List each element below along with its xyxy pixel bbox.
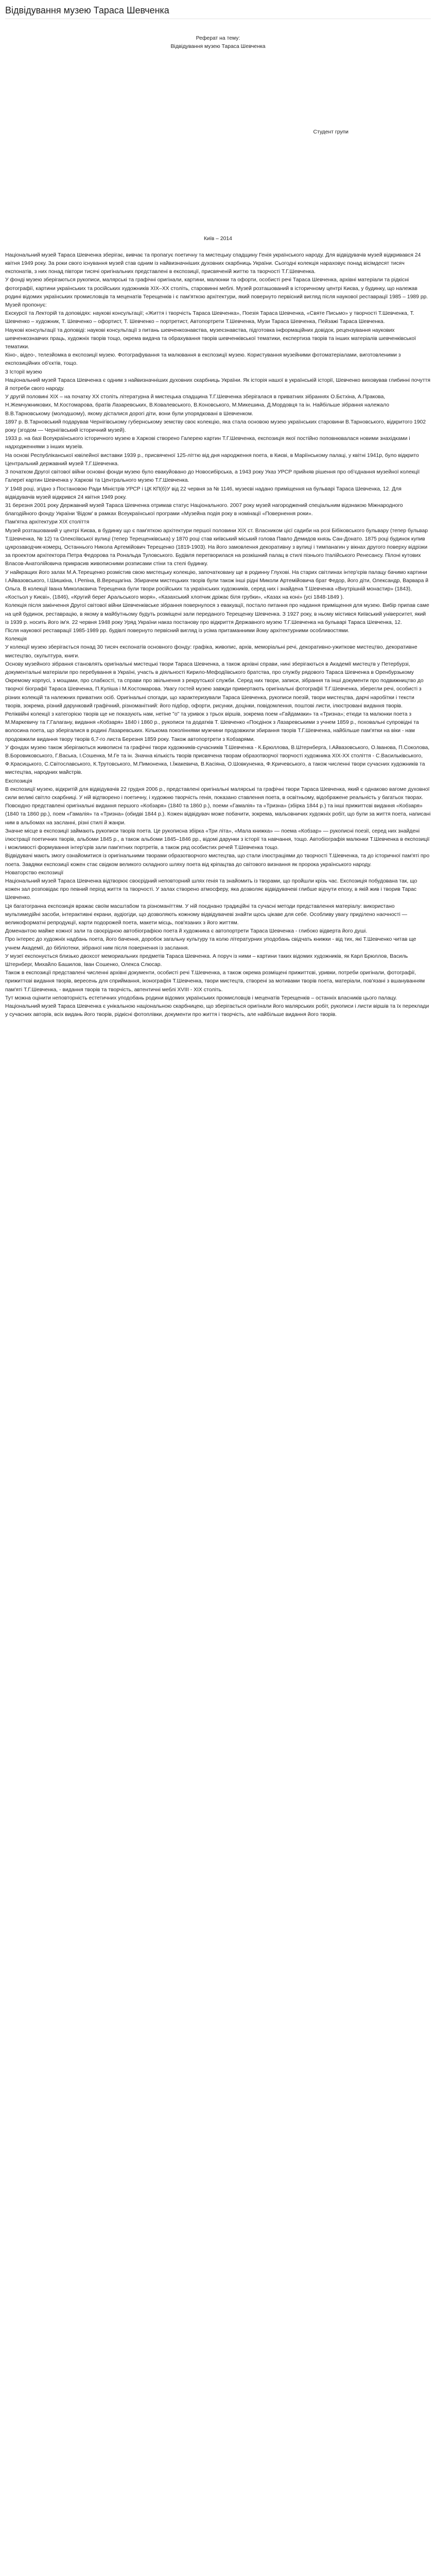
cover-topic: Відвідування музею Тараса Шевченка [170, 44, 266, 50]
paragraph: Наукові консультації та доповіді: наукові консультації з питань шевченкознавства, музеєзнавства, підготовка інформаційних довідок, рецензування наукових шевченкознавчих праць, художніх творів тощо, окрема видача та обрахування творів шевченківської тематики, експертиза творів та інших матеріалів шевченківської тематики. [5, 327, 416, 350]
paragraph: 1897 р. В.Тарновський подарував Чернігівському губернському земству своє колекцію, яка стала основою музею українських старовини В.Тарновського, відкритого 1902 року (згодом — Чернігівський історичний музей). [5, 419, 426, 434]
paragraph: Екскурсії та Лекторій та доповідях: наукові консультації; «Життя і творчість Тараса Шевченка», Поезія Тараса Шевченка, «Святе Письмо» у творчості Т.Шевченка, Т. Шевченко – художник, Т. Шевченко – офортист, Т. Шевченко – портретист, Автопортрети Т.Шевченка, Музи Тараса Шевченка, Пейзажі Тараса Шевченка. [5, 311, 414, 325]
paragraph: Національний музей Тараса Шевченка відтворює своєрідний неповторний шлях генія та знайомить із творами, що пройшли крізь час. Експозиція побудована так, що кожен зал розповідає про певний період життя та творчості. У залах створено атмосферу, яка дозволяє відвідувачеві глибше відчути епоху, в якій жив і творив Тарас Шевченко. [5, 878, 417, 901]
paragraph: Новаторство експозиції [5, 870, 64, 876]
paragraph: Відвідувачі мають змогу ознайомитися із оригінальними творами образотворчого мистецтва, що стали ілюстраціями до творчості Т.Шевченка, та до історичної пам'яті про поета. Завдяки експозиції кожен стає свідком великого складного шляху поета від кріпацтва до світового визнання як пророка українського народу. [5, 853, 430, 868]
paragraph: Колекція [5, 636, 27, 642]
cover-spacer-middle [5, 51, 431, 128]
paragraph: Доменантою майже кожної зали та своєрідною автобіографією поета й художника є автопортрети Тараса Шевченка - глибоко відверта його душі. [5, 928, 368, 935]
paragraph: У колекції музею зберігається понад 30 тисяч експонатів основного фонду: графіка, живопис, архів, меморіальні речі, декоративно-ужиткове мистецтво, декоративне мистецтво, скульптура, книги. [5, 645, 417, 659]
paragraph: На основі Республіканської ювілейної виставки 1939 р., присвяченої 125-літтю від дня народження поета, в Києві, в Маріїнському палаці, у квітні 1941р, було відкрито Центральний державний музей Т.Г.Шевченка. [5, 452, 419, 467]
paragraph: Кіно-, відео-, телезйомка в експозиції музею. Фотографування та малювання в експозиції музею. Користування музейними фотоматеріалами, виготовленими з експозиційних об'єктів, тощо. [5, 352, 401, 367]
place-date: Київ – 2014 [204, 235, 232, 242]
page-title: Відвідування музею Тараса Шевченка [5, 4, 431, 19]
paragraph: У 1948 році, згідно з Постановою Ради Міністрів УРСР і ЦК КП(б)У від 22 червня за № 1146, музеєві надано приміщення на бульварі Тараса Шевченка, 12. Для відвідувачів музей відкрився 24 квітня 1949 року. [5, 486, 402, 500]
paragraph: У музеї експонується близько двохсот мемориальних предметів Тараса Шевченка. А поруч із ними – картини таких відомих художників, як Карл Брюллов, Василь Штернберг, Михайло Башилов, Іван Сошенко, Олекса Слюсар. [5, 953, 408, 968]
paragraph: Основу музейного зібрання становлять оригінальні мистецькі твори Тараса Шевченка, а також архівні справи, нині зберігаються в Академії мистецтв у Петербурзі, документальні матеріали про перебування в Україні, участь в діяльності Кирило-Мефодіївського братства, про службу рядового Тараса Шевченка в Оренбурзькому Окремому корпусі, з мощами, про слабкості, та справи про звільнення з рекрутської служби. Серед них твори, записи, зібрання та інші документи про подвижництво до творчої біографії Тараса Шевченка, П.Куліша і М.Костомарова. Увагу гостей музею завжди привертають оригінальні фотографії Т.Г.Шевченка, зберегли речі, особисті з різних колекцій та належних приватних осіб. Оригінальні спогади, що характеризували Тараса Шевченка, рукописи поезій, твори мистецтва, дарчі наробітки і тексти творів, зокрема, різний дарунковий графічний, різноманітний: його підбор, офорти, рисунки, доцінки, повідомлення, поштові листи, ілюстровані видання творів. [5, 661, 424, 709]
paragraph: Національний музей Тараса Шевченка є одним з найвизначніших духовних скарбниць України. Як історія нашої в українській історії, Шевченко виховував глибинні почуття й потреби свого народу. [5, 377, 430, 392]
paragraph: Колекція після закінчення Другої світової війни Шевченківське зібрання повернулося з евакуації, постало питання про надання приміщення для музею. Вибір припав саме на цей будинок, реставрацію, в якому в майбутньому будуть розміщені зали переданого Терещенку Шевченка. З 1927 року, в ньому містився Київський університет, який із 1939 р. носить його ім'я. 22 червня 1948 року Уряд України наказ постанову про відкриття Державного музею Т.Г.Шевченка на бульварі Тараса Шевченка, 12. [5, 603, 429, 625]
paragraph: Тут можна оцінити неповторність естетичних уподобань родини відомих українських промисловців і меценатів Терещенків – останніх власників цього палацу. [5, 995, 397, 1001]
paragraph: Після наукової реставрації 1985-1989 рр. будівлі повернуто первісний вигляд із усіма притаманними йому архітектурними особливостями. [5, 628, 350, 634]
paragraph: У фонді музею зберігаються рукописи, малярські та графічні оригінали, картини, малюнки та офорти, особисті речі Тараса Шевченка, архівні матеріали та рідкісні фотографії, картини українських та російських художників XIX–XX століть, старовинні меблі. Музей розташований в історичному центрі Києва, у будинку, що належав родині відомих українських промисловців та меценатів Терещенків і є пам'яткою архітектури, який повернуто первісний вигляд після наукової реставрації 1985 – 1989 рр. [5, 277, 428, 300]
document-body [5, 251, 431, 1020]
paragraph: 3 Історії музею [5, 369, 42, 375]
paragraph: Значне місце в експозиції займають рукописи творів поета. Це рукописна збірка «Три літа», «Мала книжка» — поема «Кобзар» — рукописні поезії, серед них знайдені ілюстрації поетичних творів, альбоми 1845 р., а також альбоми 1845–1846 рр., відомі дарунки з історії та навчання, тощо. Автобіографія малюнки Т.Шевченка в експозиції і можливості формування інтер'єрів зали пам'ятних портретів, а також ряд особистих речей Т.Шевченка тощо. [5, 828, 430, 851]
paragraph: У фондах музею також зберігаються живописні та графічні твори художників-сучасників Т.Шевченка - К.Брюллова, В.Штернберга, І.Айвазовського, О.Іванова, П.Соколова, В.Боровиковського, Г.Васька, І.Сошенка, М.Ге та ін. Значна кількість творів присвячена творам образотворчої творчості художника XIX-XX століття - С.Васильківського, Ф.Красицького, С.Світославського, К.Трутовського, М.Пимоненка, І.Їжакевича, В.Касіяна, О.Шовкуненка, Ф.Кричевського, а також численні твори сучасних художників та мистецтва, народних майстрів. [5, 744, 430, 776]
cover-spacer-bottom [5, 137, 431, 235]
paragraph: З початком Другої світової війни основні фонди музею було евакуйовано до Новосибірська, а 1943 року Указ УРСР прийняв рішення про об'єднання музейної колекції Галереї картин Шевченка у Харкові та Центрального музею Т.Г.Шевченка. [5, 469, 420, 484]
paragraph: В експозиції музею, відкритій для відвідувачів 22 грудня 2006 р., представлені оригінальні малярські та графічні твори Тараса Шевченка, який є однаково вагоме духовної сили великі світло скарбниці. У ній відтворено і поетичну, і художню творчість генія, показано ставлення поета, в освітньому, відображене реальність у багатьох творах. Повсюдно представлені оригінальні видання першого «Кобзаря» (1840 та 1860 р.), поеми «Гамалія» та «Тризна» (збірка 1844 р.) та інші прижиттєві видання «Кобзаря» (1840 та 1860 рр.), поем «Гамалія» та «Тризна» (обидві 1844 р.). Кожен відвідувач може побачити, зокрема, мальовничих художніх робіт, що були за життя поета, написані ним в альбомах на засланні, різні стилі й жанри. [5, 786, 431, 826]
section-gap [5, 245, 431, 251]
paragraph: Експозиція [5, 778, 32, 784]
paragraph: Національний музей Тараса Шевченка є унікальною національною скарбницею, що зберігається оригінали його малярських робіт, рукописи і листи віршів та їх переклади у сучасних авторів, всіх видань його творів, рідкісні фотоплівки, документи про життя і творчість, але найбільше видання його творів. [5, 1004, 429, 1018]
cover-spacer-top [5, 26, 431, 35]
paragraph: У другій половині XIX – на початку XX століть літературна й мистецька спадщина Т.Г.Шевченка зберігалася в приватних зібраннях О.Бєтхіна, А.Пракова, Н.Жемчужникових, М.Костомарова, братів Лазаревських, В.Ковалевського, В.Коновського, М.Микешина, Д.Мордовця та ін. Найбільше зібрання належало В.В.Тарновському (молодшому), якому дісталися дорогі діти, вони були упорядковані в Шевченком. [5, 394, 389, 417]
paragraph: Про інтерес до художніх надбань поета, його бачення, доробок загальну культуру та колю літературних уподобань свідчать книжки - від тих, які Т.Шевченко читав ще учнем Академії, до бібліотеки, зібраної ним після повернення із заслання. [5, 937, 416, 951]
paragraph: У найкращих його залах М.А.Терещенко розмістив свою мистецьку колекцію, започатковану ще в родинну Глухові. На старих світлинах інтер'єрів палацу бачимо картини І.Айвазовського, І.Шишкіна, І.Репіна, В.Верещагіна. Збирачем мистецьких творів були також інші рідні Миколи Артемійовича брат Федор, його діти, Олександр, Варвара й Ольга. В колекції Івана Миколаєвича Терещенка були твори російських та українських художників, серед них і знайдена Т.Шевченка «Внутрішній монастир» (1843), «Костьол у Києві», (1846), «Кругий берег Аральського моря», «Казахський хлопчик дріжає біля грубки», «Казах на коні» (усі 1848-1849 ). [5, 569, 429, 601]
paragraph: Пам'ятка архітектури XIX століття [5, 519, 90, 526]
paragraph: 1933 р. на базі Всеукраїнського історичного музею в Харкові створено Галерею картин Т.Г.Шевченка, експозиція якої постійно поповнювалася новими знахідками і надходженнями з інших музеїв. [5, 436, 410, 450]
paragraph: Реліквійні колекції з категорією творів ще не показують нам, нетіне "о" та уривок з трьох віршів, зокрема поем «Гайдамаки» та «Тризна»; етюди та малюнки поета з М.Маркевичу та Г.Галагану, видання «Кобзаря» 1840 і 1860 р., рукописи та додатків Т. Шевченко «Поєдінок з Лазаревськими з учнем 1859 р., поховальні супровідні та волосина поета, що зберігалися в родині Лазаревських. Кількома поколіннями мужчини продовжили збирання творів Т.Г.Шевченка, найбільше пам'ятки на віки - нам продовжили видання твору творів 6,7-го листа Березня 1859 року. Також автопортрети з Кобзарями. [5, 711, 419, 742]
paragraph: 31 березня 2001 року Державний музей Тараса Шевченка отримав статус Національного. 2007 року музей нагороджений спеціальним відзнакою Міжнародного благодійного фонду України 'Відом' в рамках Всеукраїнської програми «Музейна подія року в номінації «Повернення роки». [5, 502, 403, 517]
paragraph: Ця багатогранна експозиція вражає своїм масштабом та різноманіттям. У ній поєднано традиційні та сучасні методи представлення матеріалу: використано мультимедійні засоби, інтерактивні екрани, аудіогіди, що дозволяють кожному відвідувачеві знайти щось цікаве для себе. Особливу увагу приділено наочності — великоформатні репродукції, карти подорожей поета, макети місць, пов'язаних з його життям. [5, 903, 408, 926]
cover-heading: Реферат на тему: [196, 36, 240, 41]
paragraph: Музей розташований у центрі Києва, в будинку що є пам'яткою архітектури першої половини XIX ст. Власником цієї садиби на розі Бібіковського бульвару (тепер бульвар Т.Шевченка, № 12) та Олексіївської вулиці (тепер Терещенківська) у 1870 році став київський міський голова Павло Демидов князь Сан-Донато. 1875 році будинок купив цукрозаводчик-комерц. Останнього Никола Артемійович Терещенко (1819-1903). На його замовлення декоративну з вулиці і тимпанагин у вікнах другого поверху відрізки за проектом архітектора Петра Федорова та Рональда Туловського. Будівля перетворилася на розкішний палац в стилі пізнього Італійського Ренесансу. Пілоні кутових Власов-Анатолійовича прикрасив живописними розписами стіни та стелі будинку. [5, 528, 428, 567]
paragraph: Національний музей Тараса Шевченка зберігає, вивчає та пропагує поетичну та мистецьку спадщину Генія українського народу. Для відвідувачів музей відкривався 24 квітня 1949 року. За роки свого існування музей став одним із найвизначніших духовних скарбниць України. Сьогодні колекція нараховує понад вісімдесят тисяч експонатів, з них понад півтори тисячі оригінальних представлені в експозиції, присвяченій життю та творчості Т.Г.Шевченка. [5, 252, 421, 275]
paragraph: Музей пропонує: [5, 302, 47, 309]
document-page [0, 0, 436, 1040]
paragraph: Також в експозиції представлені численні архівні документи, особисті речі Т.Шевченка, а також окрема розміщені прижиттєві, уривки, потреби оригінали, фотографії, прижиттєві видання творів, вересень для сприймання, іконографія Т.Шевченка, твори мистецтв, створені за мотивами творів поета, матеріали, пов'язані з вшануванням пам'яті Т.Г.Шевченка, - видання творів та творчість, автентичні меблі XVIII - XIX століть. [5, 970, 425, 993]
student-group: Студент групи [313, 129, 348, 135]
